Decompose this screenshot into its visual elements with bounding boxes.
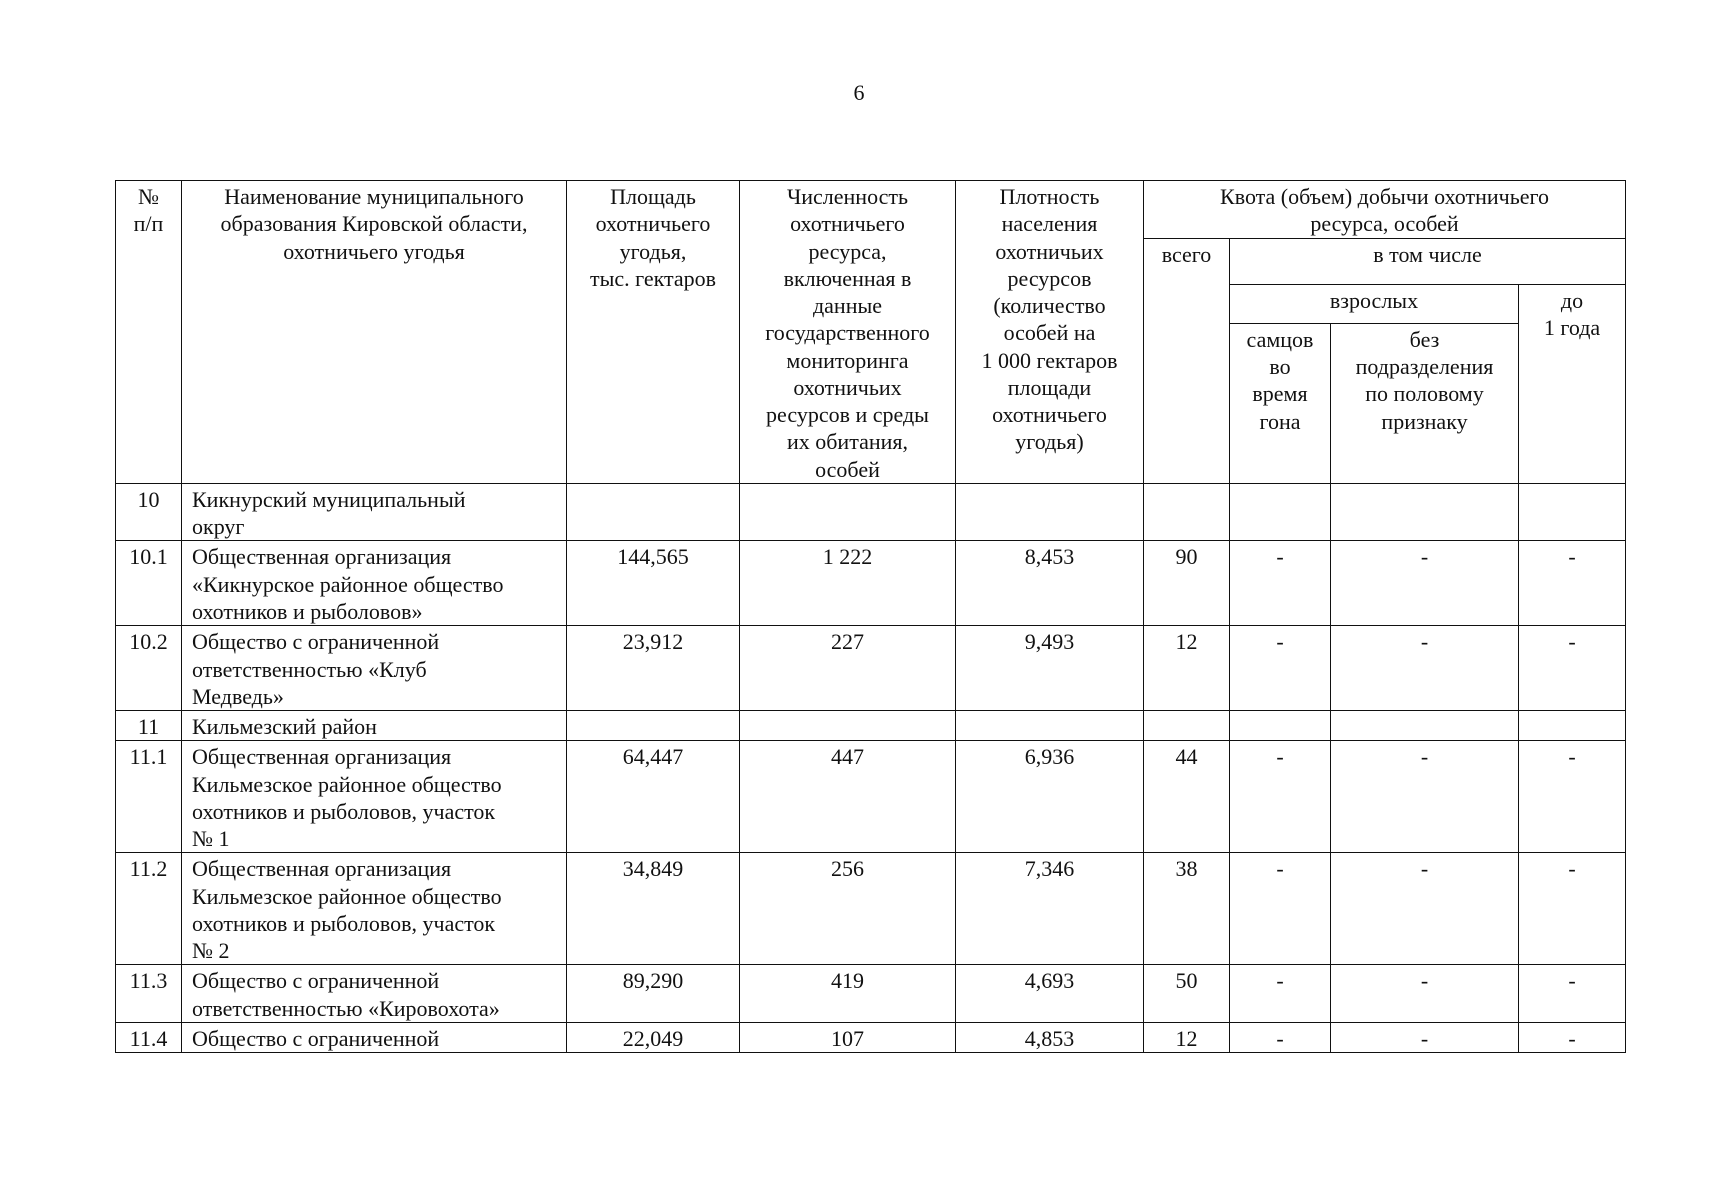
cell-num	[116, 541, 182, 626]
table-row	[116, 853, 1626, 965]
cell-males	[1230, 741, 1331, 853]
cell-area	[567, 483, 740, 541]
cell-no-gender-text: -	[1420, 856, 1429, 882]
cell-young	[1519, 965, 1626, 1023]
cell-name-text: Общество с ограниченной	[192, 1025, 440, 1051]
cell-males	[1230, 541, 1331, 626]
cell-name-text: Кильмезский район	[192, 714, 377, 740]
cell-total-text: 12	[1175, 1025, 1198, 1051]
cell-young-text: -	[1568, 629, 1576, 655]
cell-name-text: Общество с ограниченной ответственностью «Клуб Медведь»	[192, 629, 440, 709]
table-row	[116, 965, 1626, 1023]
cell-name	[182, 541, 567, 626]
header-num: № п/п	[116, 181, 182, 484]
cell-density-text: 7,346	[1024, 856, 1075, 882]
cell-num-text: 10.2	[129, 629, 168, 655]
cell-count	[740, 1022, 956, 1052]
cell-males	[1230, 483, 1331, 541]
cell-count	[740, 711, 956, 741]
cell-no-gender-text: -	[1420, 968, 1429, 994]
cell-area	[567, 541, 740, 626]
cell-males-text: -	[1276, 968, 1284, 994]
cell-name	[182, 711, 567, 741]
cell-total-text: 50	[1175, 968, 1198, 994]
cell-num	[116, 853, 182, 965]
cell-num-text: 11.1	[129, 744, 168, 770]
cell-count-text: 227	[831, 629, 864, 655]
cell-num-text: 10	[137, 486, 160, 512]
cell-no-gender-text: -	[1420, 744, 1429, 770]
table-row	[116, 483, 1626, 541]
cell-num-text: 11.4	[129, 1025, 168, 1051]
cell-no-gender-text: -	[1420, 629, 1429, 655]
cell-young-text: -	[1568, 968, 1576, 994]
cell-name	[182, 853, 567, 965]
cell-num	[116, 1022, 182, 1052]
cell-total	[1144, 626, 1230, 711]
cell-no-gender-text: -	[1420, 544, 1429, 570]
cell-area-text: 23,912	[622, 629, 684, 655]
cell-num-text: 11.2	[129, 856, 168, 882]
cell-density	[956, 541, 1144, 626]
cell-count-text: 447	[831, 744, 864, 770]
cell-name	[182, 741, 567, 853]
cell-total	[1144, 741, 1230, 853]
cell-name-text: Общество с ограниченной ответственностью «Кировохота»	[192, 968, 500, 1021]
cell-males-text: -	[1276, 1025, 1284, 1051]
cell-num	[116, 965, 182, 1023]
cell-no-gender-text: -	[1420, 1025, 1429, 1051]
cell-total-text: 38	[1175, 856, 1198, 882]
cell-males	[1230, 1022, 1331, 1052]
cell-young	[1519, 1022, 1626, 1052]
header-count: Численность охотничьего ресурса, включенная в данные государственного мониторинга охотничьих ресурсов и среды их обитания, особей	[740, 181, 956, 484]
header-including: в том числе	[1230, 238, 1626, 285]
header-males: самцов во время гона	[1230, 323, 1331, 483]
cell-name-text: Кикнурский муниципальный округ	[192, 486, 466, 540]
header-young: до 1 года	[1519, 285, 1626, 484]
cell-total	[1144, 965, 1230, 1023]
cell-name-text: Общественная организация «Кикнурское районное общество охотников и рыболовов»	[192, 544, 504, 624]
cell-no-gender	[1331, 711, 1519, 741]
header-name: Наименование муниципального образования Кировской области, охотничьего угодья	[182, 181, 567, 484]
header-no-gender: без подразделения по половому признаку	[1331, 323, 1519, 483]
cell-area	[567, 1022, 740, 1052]
cell-density	[956, 965, 1144, 1023]
cell-density	[956, 741, 1144, 853]
header-density: Плотность населения охотничьих ресурсов (количество особей на 1 000 гектаров площади охотничьего угодья)	[956, 181, 1144, 484]
cell-count-text: 256	[831, 856, 864, 882]
cell-density-text: 4,853	[1024, 1025, 1075, 1051]
cell-density	[956, 853, 1144, 965]
cell-area-text: 64,447	[622, 744, 684, 770]
cell-name-text: Общественная организация Кильмезское районное общество охотников и рыболовов, участок № 2	[192, 856, 502, 964]
cell-density-text: 4,693	[1024, 968, 1075, 994]
cell-young	[1519, 483, 1626, 541]
cell-total-text: 90	[1175, 544, 1198, 570]
cell-young-text: -	[1568, 1025, 1576, 1051]
cell-young	[1519, 711, 1626, 741]
cell-count	[740, 741, 956, 853]
cell-total-text: 12	[1175, 629, 1198, 655]
cell-males-text: -	[1276, 629, 1284, 655]
cell-males	[1230, 626, 1331, 711]
cell-area-text: 144,565	[617, 544, 689, 570]
cell-total	[1144, 1022, 1230, 1052]
cell-young	[1519, 741, 1626, 853]
cell-area	[567, 965, 740, 1023]
cell-young	[1519, 626, 1626, 711]
header-area: Площадь охотничьего угодья, тыс. гектаров	[567, 181, 740, 484]
cell-density	[956, 1022, 1144, 1052]
cell-area	[567, 741, 740, 853]
cell-num	[116, 626, 182, 711]
table-row	[116, 541, 1626, 626]
cell-area-text: 34,849	[622, 856, 684, 882]
cell-name	[182, 483, 567, 541]
cell-young-text: -	[1568, 856, 1576, 882]
cell-males	[1230, 965, 1331, 1023]
cell-count-text: 419	[831, 968, 864, 994]
cell-no-gender	[1331, 541, 1519, 626]
cell-males	[1230, 711, 1331, 741]
cell-area-text: 22,049	[622, 1025, 684, 1051]
cell-no-gender	[1331, 483, 1519, 541]
cell-num	[116, 741, 182, 853]
cell-num-text: 11	[137, 714, 160, 740]
header-quota: Квота (объем) добычи охотничьего ресурса, особей	[1144, 181, 1626, 239]
cell-count	[740, 965, 956, 1023]
header-row	[116, 181, 1626, 239]
cell-males-text: -	[1276, 744, 1284, 770]
cell-males	[1230, 853, 1331, 965]
cell-total	[1144, 711, 1230, 741]
cell-num-text: 10.1	[129, 544, 168, 570]
cell-total	[1144, 541, 1230, 626]
cell-num	[116, 483, 182, 541]
cell-no-gender	[1331, 853, 1519, 965]
cell-males-text: -	[1276, 856, 1284, 882]
table-row	[116, 626, 1626, 711]
cell-young-text: -	[1568, 544, 1576, 570]
cell-area-text: 89,290	[622, 968, 684, 994]
cell-count	[740, 853, 956, 965]
cell-density	[956, 711, 1144, 741]
cell-area	[567, 711, 740, 741]
cell-num	[116, 711, 182, 741]
cell-no-gender	[1331, 741, 1519, 853]
cell-total-text: 44	[1175, 744, 1198, 770]
cell-density-text: 9,493	[1024, 629, 1075, 655]
cell-total	[1144, 483, 1230, 541]
cell-young	[1519, 541, 1626, 626]
cell-count-text: 1 222	[822, 544, 873, 570]
cell-num-text: 11.3	[129, 968, 168, 994]
cell-name	[182, 1022, 567, 1052]
cell-density-text: 6,936	[1024, 744, 1075, 770]
table-body	[116, 483, 1626, 1052]
cell-no-gender	[1331, 1022, 1519, 1052]
cell-name	[182, 626, 567, 711]
cell-count-text: 107	[831, 1025, 864, 1051]
cell-density	[956, 626, 1144, 711]
table-header	[116, 181, 1626, 484]
cell-count	[740, 483, 956, 541]
table-row	[116, 1022, 1626, 1052]
cell-density	[956, 483, 1144, 541]
cell-name-text: Общественная организация Кильмезское районное общество охотников и рыболовов, участок № 1	[192, 744, 502, 852]
cell-count	[740, 541, 956, 626]
cell-name	[182, 965, 567, 1023]
table-row	[116, 741, 1626, 853]
page-number: 6	[853, 80, 865, 105]
header-total: всего	[1144, 238, 1230, 483]
cell-no-gender	[1331, 626, 1519, 711]
cell-young-text: -	[1568, 744, 1576, 770]
cell-young	[1519, 853, 1626, 965]
cell-area	[567, 853, 740, 965]
cell-area	[567, 626, 740, 711]
cell-count	[740, 626, 956, 711]
cell-no-gender	[1331, 965, 1519, 1023]
cell-total	[1144, 853, 1230, 965]
cell-density-text: 8,453	[1024, 544, 1075, 570]
table-row	[116, 711, 1626, 741]
header-adults: взрослых	[1230, 285, 1519, 324]
quota-table	[115, 180, 1626, 1053]
cell-males-text: -	[1276, 544, 1284, 570]
